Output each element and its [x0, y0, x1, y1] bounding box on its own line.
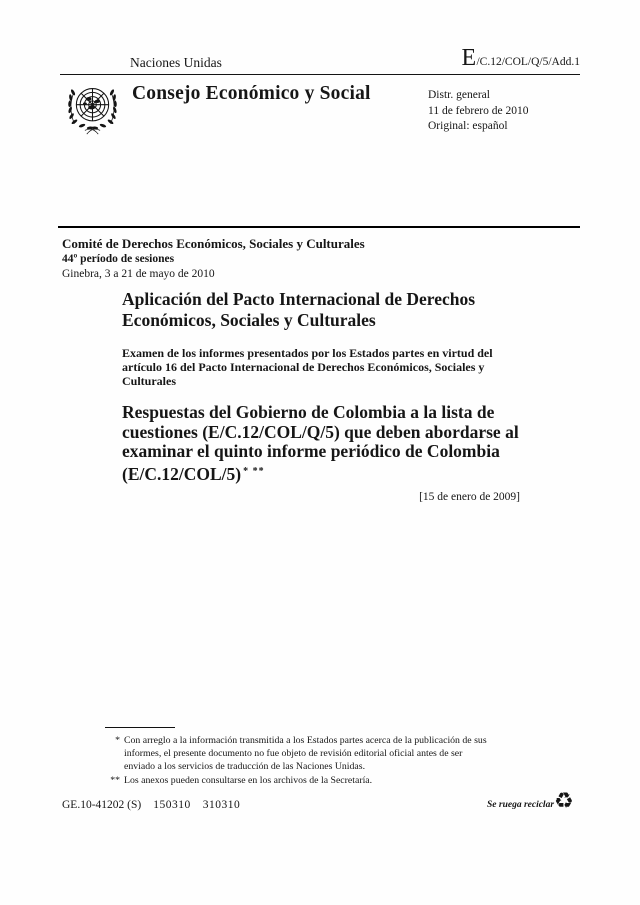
document-title: Aplicación del Pacto Internacional de Derechos Económicos, Sociales y Culturales — [122, 289, 476, 330]
footnote-item — [104, 734, 492, 774]
job-code: GE.10-41202 (S) — [62, 799, 142, 811]
un-emblem-icon — [64, 80, 121, 137]
footnote-separator — [105, 727, 175, 728]
original-language: Original: español — [428, 120, 508, 132]
footnote-mark: * — [115, 735, 120, 746]
committee-name: Comité de Derechos Económicos, Sociales y Culturales — [62, 236, 365, 251]
distribution-block — [428, 88, 528, 135]
recycle-icon: ♻ — [554, 789, 574, 814]
processing-date-1: 150310 — [153, 799, 191, 811]
document-date: 11 de febrero de 2010 — [428, 104, 529, 117]
recycle-notice: Se ruega reciclar — [487, 800, 555, 810]
footnote-text: Con arreglo a la información transmitida a los Estados partes acerca de la publicación de sus informes, el presente documento no fue objeto de revisión editorial oficial antes de ser enviado a los servicios de traducción de las Naciones Unidas. — [124, 735, 487, 773]
footnote-text: Los anexos pueden consultarse en los archivos de la Secretaría. — [124, 774, 373, 786]
footnote-reference-marks: * ** — [243, 465, 265, 477]
organ-title: Consejo Económico y Social — [132, 83, 371, 104]
report-title-text: Respuestas del Gobierno de Colombia a la lista de cuestiones (E/C.12/COL/Q/5) que deben abordarse al examinar el quinto informe periódico de Colombia (E/C.12/COL/5) — [122, 402, 519, 484]
session-number: 44º período de sesiones — [62, 252, 175, 265]
session-block — [62, 237, 365, 282]
received-date: [15 de enero de 2009] — [419, 491, 520, 503]
document-subtitle: Examen de los informes presentados por los Estados partes en virtud del artículo 16 del Pacto Internacional de Derechos Económicos, Sociales y Culturales — [122, 346, 493, 388]
session-venue-dates: Ginebra, 3 a 21 de mayo de 2010 — [62, 268, 215, 280]
section-rule — [58, 226, 580, 228]
footnote-item — [104, 774, 492, 787]
distribution-type: Distr. general — [428, 89, 490, 101]
job-number-line — [62, 799, 240, 811]
footnotes — [104, 734, 492, 787]
header-rule — [60, 74, 580, 75]
document-symbol-rest: /C.12/COL/Q/5/Add.1 — [476, 56, 580, 68]
un-name: Naciones Unidas — [130, 55, 222, 70]
document-symbol-big: E — [461, 45, 477, 71]
footnote-mark: ** — [110, 774, 120, 786]
processing-date-2: 310310 — [202, 799, 241, 811]
report-title — [122, 403, 524, 484]
document-symbol — [430, 45, 580, 71]
